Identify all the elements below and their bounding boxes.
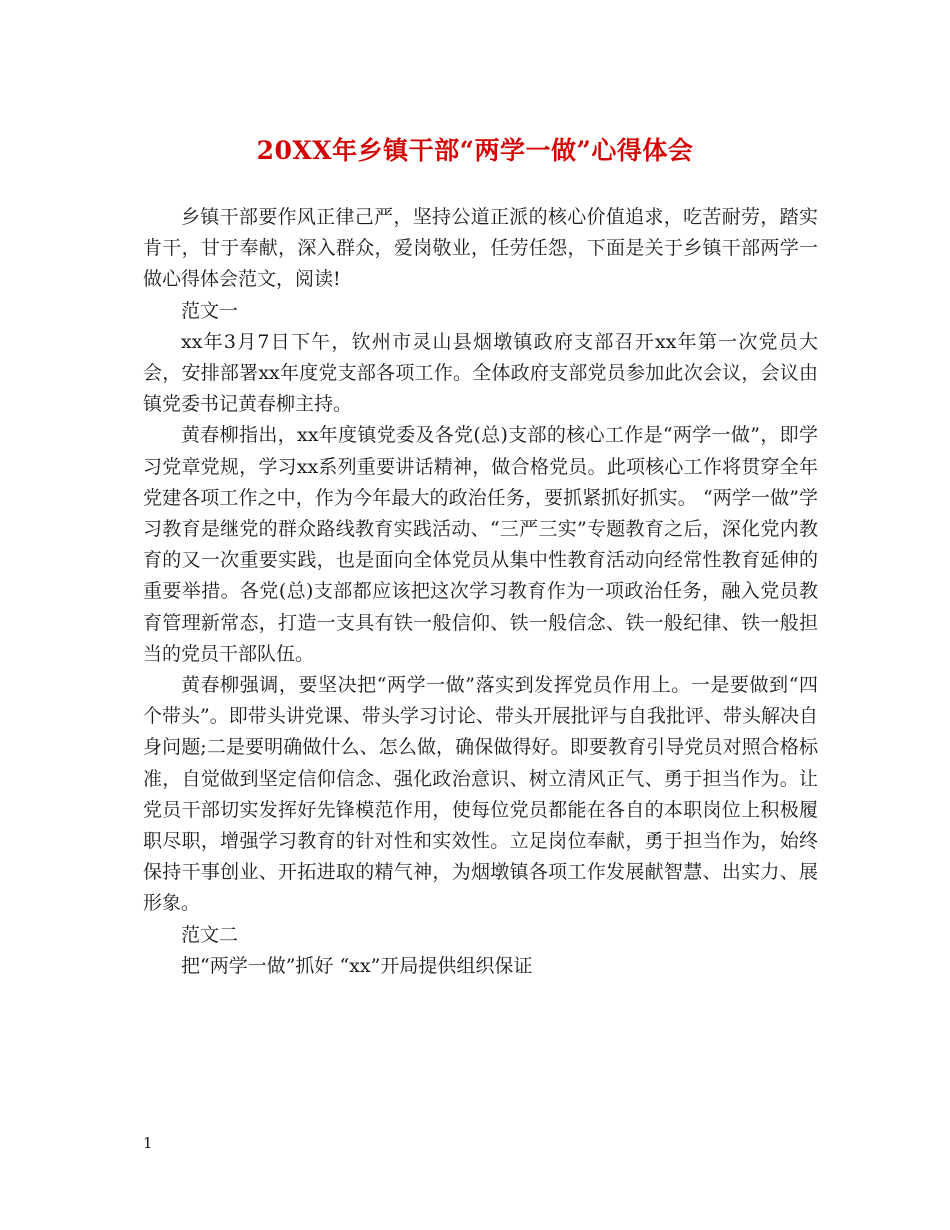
- body-paragraph: xx年3月7日下午，钦州市灵山县烟墩镇政府支部召开xx年第一次党员大会，安排部署xx年度党支部各项工作。全体政府支部党员参加此次会议，会议由镇党委书记黄春柳主持。: [143, 330, 818, 416]
- body-paragraph: 黄春柳强调，要坚决把“两学一做”落实到发挥党员作用上。一是要做到“四个带头”。即带头讲党课、带头学习讨论、带头开展批评与自我批评、带头解决自身问题;二是要明确做什么、怎么做，确保做得好。即要教育引导党员对照合格标准，自觉做到坚定信仰信念、强化政治意识、树立清风正气、勇于担当作为。让党员干部切实发挥好先锋模范作用，使每位党员都能在各自的本职岗位上积极履职尽职，增强学习教育的针对性和实效性。立足岗位奉献，勇于担当作为，始终保持干事创业、开拓进取的精气神，为烟墩镇各项工作发展献智慧、出实力、展形象。: [143, 674, 818, 915]
- intro-paragraph: 乡镇干部要作风正律己严，坚持公道正派的核心价值追求，吃苦耐劳，踏实肯干，甘于奉献，深入群众，爱岗敬业，任劳任怨，下面是关于乡镇干部两学一做心得体会范文，阅读!: [143, 206, 818, 291]
- section-heading-sample-one: 范文一: [181, 299, 239, 322]
- document-title: 20XX年乡镇干部“两学一做”心得体会: [256, 136, 694, 165]
- body-paragraph: 黄春柳指出，xx年度镇党委及各党(总)支部的核心工作是“两学一做”，即学习党章党规，学习xx系列重要讲话精神，做合格党员。此项核心工作将贯穿全年党建各项工作之中，作为今年最大的政治任务，要抓紧抓好抓实。 “两学一做”学习教育是继党的群众路线教育实践活动、“三严三实”专题教育之后，深化党内教育的又一次重要实践，也是面向全体党员从集中性教育活动向经常性教育延伸的重要举措。各党(总)支部都应该把这次学习教育作为一项政治任务，融入党员教育管理新常态，打造一支具有铁一般信仰、铁一般信念、铁一般纪律、铁一般担当的党员干部队伍。: [143, 424, 818, 665]
- section-heading-sample-two: 范文二: [181, 923, 239, 946]
- document-body: [143, 202, 818, 982]
- subheading-line: 把“两学一做”抓好 “xx”开局提供组织保证: [181, 954, 533, 977]
- page-number: 1: [143, 1134, 153, 1152]
